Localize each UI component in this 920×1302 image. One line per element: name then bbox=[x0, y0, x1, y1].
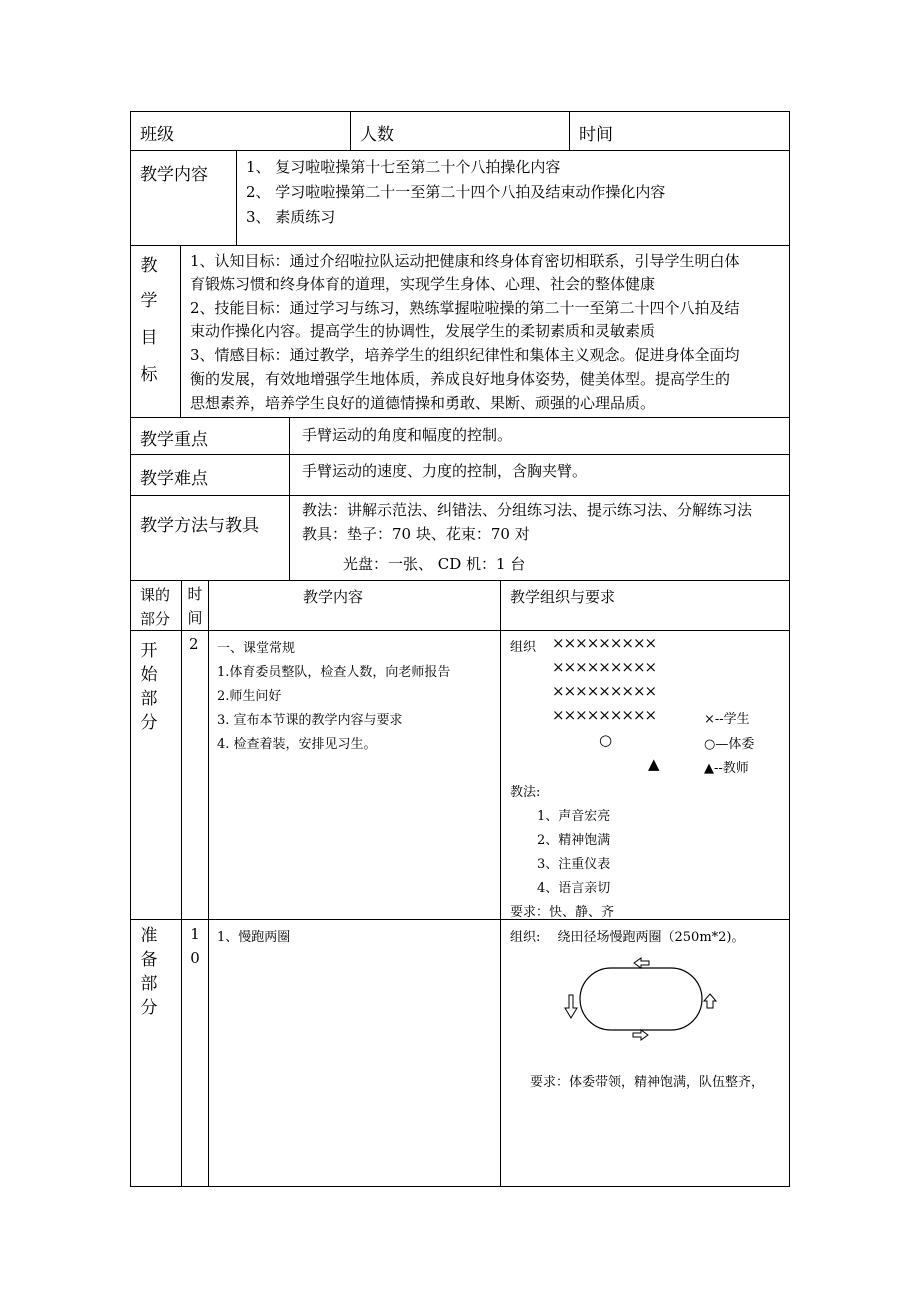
start-item: 1.体育委员整队，检查人数，向老师报告 bbox=[217, 665, 451, 680]
legend-student: ×--学生 bbox=[704, 712, 750, 727]
arrow-right-icon bbox=[633, 1030, 648, 1040]
org-label: 组织 bbox=[510, 640, 537, 655]
formation-row: ××××××××× bbox=[552, 658, 657, 676]
start-part-char: 部 bbox=[140, 689, 158, 709]
start-part-char: 开 bbox=[140, 641, 158, 661]
method-item: 4、语言亲切 bbox=[537, 881, 611, 896]
prep-org-text: 组织: 绕田径场慢跑两圈（250m*2)。 bbox=[510, 930, 745, 945]
key-point-text: 手臂运动的角度和幅度的控制。 bbox=[302, 426, 513, 444]
content-item: 3、 素质练习 bbox=[246, 208, 336, 226]
prep-requirement: 要求：体委带领，精神饱满，队伍整齐， bbox=[530, 1075, 765, 1090]
content-item: 1、 复习啦啦操第十七至第二十个八拍操化内容 bbox=[246, 158, 561, 176]
method-label: 教法: bbox=[510, 785, 541, 800]
goals-label-char: 教 bbox=[140, 256, 158, 276]
goal-line: 2、技能目标：通过学习与练习，熟练掌握啦啦操的第二十一至第二十四个八拍及结 bbox=[190, 299, 740, 317]
start-requirement: 要求：快、静、齐 bbox=[510, 905, 615, 920]
start-item: 一、课堂常规 bbox=[217, 641, 296, 656]
start-item: 3. 宣布本节课的教学内容与要求 bbox=[217, 713, 403, 728]
start-item: 4. 检查着装，安排见习生。 bbox=[217, 737, 377, 752]
arrow-down-icon bbox=[565, 995, 577, 1018]
legend-teacher: ▲--教师 bbox=[704, 761, 749, 776]
methods-line: 教法：讲解示范法、纠错法、分组练习法、提示练习法、分解练习法 bbox=[302, 501, 753, 519]
legend-monitor: ○—体委 bbox=[704, 737, 755, 752]
goals-label-char: 学 bbox=[140, 291, 158, 311]
method-item: 2、精神饱满 bbox=[537, 833, 611, 848]
start-time: 2 bbox=[189, 635, 199, 653]
start-time-cell bbox=[181, 630, 209, 920]
time-header: 时 bbox=[187, 585, 203, 603]
formation-row: ××××××××× bbox=[552, 634, 657, 652]
content-item: 2、 学习啦啦操第二十一至第二十四个八拍及结束动作操化内容 bbox=[246, 183, 666, 201]
key-point-label: 教学重点 bbox=[140, 430, 208, 450]
teacher-marker: ▲ bbox=[648, 755, 660, 773]
time-label: 时间 bbox=[579, 125, 613, 145]
track-oval bbox=[580, 968, 702, 1030]
start-part-char: 始 bbox=[140, 665, 158, 685]
goal-line: 思想素养，培养学生良好的道德情操和勇敢、果断、顽强的心理品质。 bbox=[190, 394, 656, 412]
goal-line: 衡的发展，有效地增强学生地体质，养成良好地身体姿势，健美体型。提高学生的 bbox=[190, 370, 731, 388]
method-item: 1、声音宏亮 bbox=[537, 809, 611, 824]
goal-line: 束动作操化内容。提高学生的协调性，发展学生的柔韧素质和灵敏素质 bbox=[190, 322, 656, 340]
methods-line: 教具：垫子：70 块、花束：70 对 bbox=[302, 525, 530, 543]
start-item: 2.师生问好 bbox=[217, 689, 282, 704]
content-header: 教学内容 bbox=[303, 588, 364, 606]
formation-row: ××××××××× bbox=[552, 706, 657, 724]
goal-line: 1、认知目标：通过介绍啦拉队运动把健康和终身体育密切相联系，引导学生明白体 bbox=[190, 252, 740, 270]
track-diagram bbox=[560, 950, 725, 1050]
goal-line: 3、情感目标：通过教学，培养学生的组织纪律性和集体主义观念。促进身体全面均 bbox=[190, 346, 740, 364]
methods-label: 教学方法与教具 bbox=[140, 516, 259, 536]
class-label: 班级 bbox=[140, 125, 174, 145]
prep-part-char: 备 bbox=[140, 950, 158, 970]
arrow-up-icon bbox=[704, 994, 716, 1008]
time-header: 间 bbox=[187, 609, 203, 627]
count-label: 人数 bbox=[360, 125, 394, 145]
difficulty-text: 手臂运动的速度、力度的控制，含胸夹臂。 bbox=[302, 462, 588, 480]
start-part-char: 分 bbox=[140, 713, 158, 733]
goals-label-char: 目 bbox=[140, 328, 158, 348]
prep-part-char: 分 bbox=[140, 998, 158, 1018]
prep-time: 0 bbox=[190, 949, 200, 967]
arrow-left-icon bbox=[634, 958, 649, 968]
prep-item: 1、慢跑两圈 bbox=[217, 930, 291, 945]
part-header: 部分 bbox=[140, 610, 171, 628]
org-header: 教学组织与要求 bbox=[510, 588, 616, 606]
prep-content-cell bbox=[208, 919, 501, 1187]
method-item: 3、注重仪表 bbox=[537, 857, 611, 872]
part-header: 课的 bbox=[140, 586, 171, 604]
goal-line: 育锻炼习惯和终身体育的道理，实现学生身体、心理、社会的整体健康 bbox=[190, 275, 656, 293]
prep-part-char: 准 bbox=[140, 926, 158, 946]
goals-label-char: 标 bbox=[140, 365, 158, 385]
formation-row: ××××××××× bbox=[552, 682, 657, 700]
content-label: 教学内容 bbox=[140, 165, 208, 185]
difficulty-label: 教学难点 bbox=[140, 469, 208, 489]
monitor-marker: ○ bbox=[599, 731, 613, 749]
methods-label-cell bbox=[130, 495, 290, 581]
prep-time: 1 bbox=[190, 925, 200, 943]
methods-line: 光盘：一张、 CD 机：1 台 bbox=[343, 555, 526, 573]
prep-part-char: 部 bbox=[140, 974, 158, 994]
